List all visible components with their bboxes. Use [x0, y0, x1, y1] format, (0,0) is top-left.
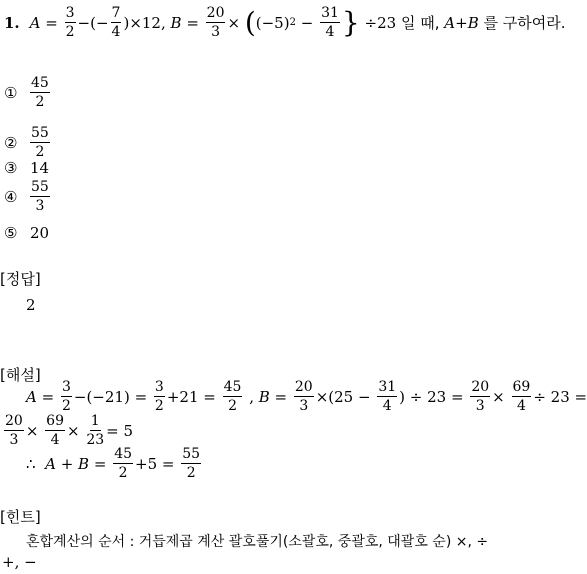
- word-ttae: 때,: [420, 14, 440, 32]
- fraction: $\frac{45}{2}$: [31, 75, 49, 110]
- fraction: $\frac{7}{4}$: [111, 5, 121, 40]
- option-3[interactable]: [4, 159, 49, 177]
- var-a: A: [29, 13, 41, 32]
- option-mark: ①: [4, 83, 18, 102]
- solution-line-3: ∴ A + B = $\frac{45}{2}$ +5 = $\frac{55}{2}$: [26, 446, 201, 481]
- hint-label: [힌트]: [0, 508, 41, 526]
- option-value: 14: [30, 159, 50, 177]
- option-mark: ⑤: [4, 224, 18, 242]
- option-mark: ②: [4, 133, 18, 152]
- option-5[interactable]: [4, 224, 49, 242]
- fraction: $\frac{55}{3}$: [31, 179, 49, 214]
- fraction: $\frac{31}{4}$: [321, 5, 339, 40]
- option-1[interactable]: [4, 76, 52, 109]
- word-rest: 를 구하여라.: [483, 14, 566, 32]
- solution-label: [해설]: [0, 366, 41, 384]
- hint-text: 혼합계산의 순서 : 거듭제곱 계산 괄호풀기(소괄호, 중괄호, 대괄호 순) ×, ÷: [26, 534, 489, 550]
- question-number: 1.: [4, 13, 20, 32]
- answer-value: 2: [26, 296, 36, 314]
- option-mark: ④: [4, 187, 18, 206]
- option-4[interactable]: [4, 180, 52, 213]
- answer-label: [정답]: [0, 270, 41, 288]
- question-line: 1. A = $\frac{3}{2}$ −(− $\frac{7}{4}$ )×12, B = $\frac{20}{3}$ × ( (−5) 2 − $\frac{31}{4}$ } ÷23 일 때, A + B 를 구하여라.: [4, 5, 566, 40]
- option-2[interactable]: [4, 126, 52, 159]
- hint-text-2: +, −: [2, 553, 37, 571]
- word-il: 일: [400, 14, 416, 32]
- solution-line-2: $\frac{20}{3}$ × $\frac{69}{4}$ × $\frac{1}{23}$ = 5: [5, 413, 134, 448]
- fraction: $\frac{55}{2}$: [31, 125, 49, 160]
- option-value: 20: [30, 224, 50, 242]
- fraction: $\frac{3}{2}$: [65, 5, 75, 40]
- option-mark: ③: [4, 159, 18, 177]
- solution-line-1: A = $\frac{3}{2}$ −(−21) = $\frac{3}{2}$ +21 = $\frac{45}{2}$ , B = $\frac{20}{3}$ ×(25 − $\frac{31}{4}$ ) ÷ 23 = $\frac{20}{3}$ × $\frac{69}{4}$ ÷ 23 =: [26, 379, 587, 414]
- var-b: B: [170, 13, 182, 32]
- fraction: $\frac{20}{3}$: [206, 5, 225, 40]
